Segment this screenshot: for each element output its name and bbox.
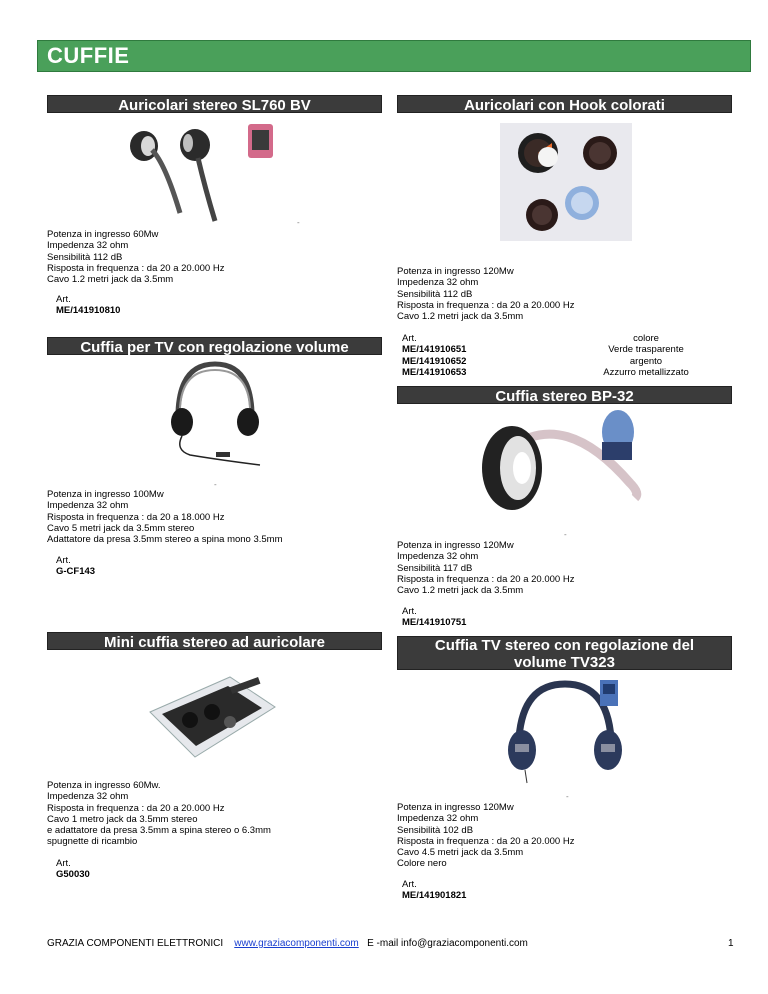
article-code: ME/141910810 (56, 305, 121, 317)
color-option: Verde trasparente (608, 344, 684, 356)
article-tv323 (402, 879, 466, 902)
product-header-mini: Mini cuffia stereo ad auricolare (47, 632, 382, 650)
color-list-hook (596, 333, 696, 378)
spec-list-sl760 (47, 229, 224, 285)
spec-line: Risposta in frequenza : da 20 a 20.000 Hz (397, 835, 575, 847)
image-marker: - (297, 218, 300, 227)
spec-line: spugnette di ricambio (47, 836, 138, 848)
footer-email: E -mail info@graziacomponenti.com (367, 938, 528, 949)
spec-line: Potenza in ingresso 120Mw (397, 540, 514, 551)
product-image-bp32 (470, 408, 670, 526)
article-code: G-CF143 (56, 566, 96, 578)
spec-line: Cavo 1.2 metri jack da 3.5mm (397, 585, 524, 597)
article-sl760 (56, 294, 120, 317)
product-image-tv-volume (160, 360, 270, 475)
article-hook (402, 333, 466, 378)
color-label: colore (633, 333, 659, 344)
product-header-hook: Auricolari con Hook colorati (397, 95, 732, 113)
spec-line: Cavo 4.5 metri jack da 3.5mm (397, 847, 524, 859)
spec-list-bp32 (397, 540, 574, 596)
spec-line: Impedenza 32 ohm (47, 791, 129, 803)
spec-list-tv323 (397, 802, 574, 870)
article-label: Art. (56, 555, 71, 566)
spec-line: Sensibilità 112 dB (47, 251, 123, 263)
product-image-mini (140, 672, 280, 762)
section-title: CUFFIE (47, 43, 130, 68)
footer-company: GRAZIA COMPONENTI ELETTRONICI (47, 938, 224, 949)
spec-line: Potenza in ingresso 120Mw (397, 266, 514, 277)
spec-line: Cavo 1 metro jack da 3.5mm stereo (47, 813, 198, 825)
spec-line: Impedenza 32 ohm (397, 813, 479, 825)
article-label: Art. (402, 333, 417, 344)
spec-line: Colore nero (397, 858, 447, 870)
article-code: ME/141910652 (402, 355, 467, 367)
spec-line: Sensibilità 102 dB (397, 824, 474, 836)
section-banner (37, 40, 751, 72)
page-number: 1 (728, 938, 734, 949)
footer-website-link[interactable]: www.graziacomponenti.com (234, 938, 359, 949)
spec-line: Risposta in frequenza : da 20 a 20.000 Hz (397, 299, 575, 311)
product-image-sl760 (120, 118, 295, 223)
spec-line: Risposta in frequenza : da 20 a 20.000 Hz (47, 802, 225, 814)
article-label: Art. (402, 606, 417, 617)
image-marker: - (566, 792, 569, 801)
spec-line: Impedenza 32 ohm (47, 240, 129, 252)
spec-list-tv-volume (47, 489, 283, 545)
spec-line: Impedenza 32 ohm (397, 551, 479, 563)
article-bp32 (402, 606, 466, 629)
spec-list-mini (47, 780, 271, 848)
spec-line: Sensibilità 112 dB (397, 288, 473, 300)
product-header-tv323: Cuffia TV stereo con regolazione del volume TV323 (397, 636, 732, 670)
spec-line: Potenza in ingresso 120Mw (397, 802, 514, 813)
spec-line: Adattatore da presa 3.5mm stereo a spina mono 3.5mm (47, 534, 283, 546)
article-code: ME/141910751 (402, 617, 467, 629)
image-marker: - (564, 530, 567, 539)
article-label: Art. (56, 294, 71, 305)
article-code: ME/141910651 (402, 344, 467, 356)
spec-line: Cavo 5 metri jack da 3.5mm stereo (47, 522, 195, 534)
article-mini (56, 858, 90, 881)
spec-line: Potenza in ingresso 60Mw (47, 229, 159, 240)
spec-line: e adattatore da presa 3.5mm a spina stereo o 6.3mm (47, 825, 271, 837)
article-code: ME/141901821 (402, 890, 467, 902)
product-header-bp32: Cuffia stereo BP-32 (397, 386, 732, 404)
spec-line: Risposta in frequenza : da 20 a 20.000 Hz (47, 262, 225, 274)
spec-line: Cavo 1.2 metri jack da 3.5mm (397, 311, 524, 323)
product-header-tv-volume: Cuffia per TV con regolazione volume (47, 337, 382, 355)
color-option: argento (629, 355, 663, 367)
spec-line: Impedenza 32 ohm (47, 500, 129, 512)
article-label: Art. (56, 858, 71, 869)
article-code: G50030 (56, 869, 90, 881)
product-header-sl760: Auricolari stereo SL760 BV (47, 95, 382, 113)
spec-line: Risposta in frequenza : da 20 a 20.000 Hz (397, 573, 575, 585)
spec-line: Impedenza 32 ohm (397, 277, 479, 289)
image-marker: - (214, 480, 217, 489)
spec-line: Potenza in ingresso 100Mw (47, 489, 164, 500)
article-tv-volume (56, 555, 95, 578)
color-option: Azzurro metallizzato (603, 366, 689, 378)
spec-line: Risposta in frequenza : da 20 a 18.000 Hz (47, 511, 225, 523)
article-code: ME/141910653 (402, 366, 467, 378)
product-image-hook (500, 123, 632, 241)
spec-line: Potenza in ingresso 60Mw. (47, 780, 161, 791)
spec-line: Sensibilità 117 dB (397, 562, 473, 574)
spec-line: Cavo 1.2 metri jack da 3.5mm (47, 274, 174, 286)
article-label: Art. (402, 879, 417, 890)
spec-list-hook (397, 266, 574, 322)
product-image-tv323 (505, 678, 645, 788)
footer (47, 938, 528, 949)
